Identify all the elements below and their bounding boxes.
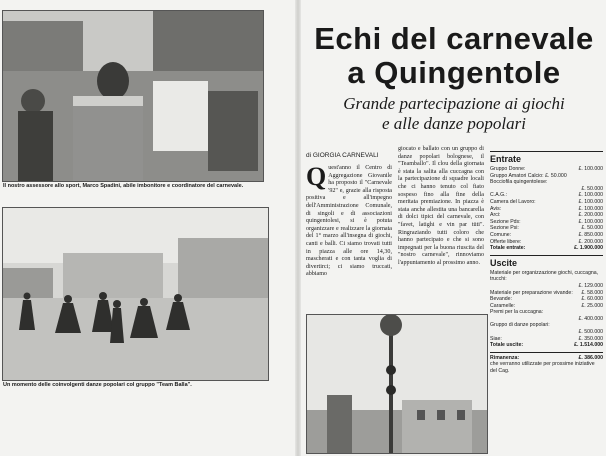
subhead-line-2: e alle danze popolari bbox=[381, 114, 526, 133]
photo-cuccagna bbox=[306, 314, 488, 454]
article-column-1-text: uest'anno il Centro di Aggregazione Giovanile ha proposto il "Carnevale '92" e, grazie alla risposta positiva e all'impegno dell'Amministrazione Comunale, di singoli e di associazioni quingentolesi, si è potuta organizzare e realizzare la giornata del 1° marzo all'insegna di giochi, canti e balli. Ci siamo trovati tutti in piazza alle ore 14,30, mascherati e con tanta voglia di divertirci; ci siamo truccati, abbiamo bbox=[306, 165, 392, 278]
uscite-row: Siae: £. 350.000 bbox=[490, 335, 603, 342]
page-fold bbox=[295, 0, 301, 456]
entrate-row: Camera del Lavoro: £. 100.000 bbox=[490, 198, 603, 205]
rimanenza-note: che verranno utilizzate per prossime iniziative del Cag. bbox=[490, 361, 595, 375]
entrate-row: Offerte libere: £. 200.000 bbox=[490, 238, 603, 245]
uscite-row: Materiale per organizzazione giochi, cuccagna, trucchi: bbox=[490, 269, 599, 283]
uscite-row: £. 129.000 bbox=[578, 282, 603, 289]
top-rule bbox=[490, 151, 603, 152]
article-column-1 bbox=[306, 162, 392, 279]
bottom-rule bbox=[490, 352, 603, 353]
entrate-row: Avis: £. 100.000 bbox=[490, 205, 603, 212]
entrate-row: Bocciofila quingentolese: bbox=[490, 179, 548, 186]
headline-line-2: a Quingentole bbox=[347, 55, 561, 90]
byline: di GIORGIA CARNEVALI bbox=[306, 152, 379, 159]
entrate-row: C.A.G.: £. 100.000 bbox=[490, 192, 603, 199]
article-column-2-text: giocato e ballato con un gruppo di danze popolari bolognese, il "Teamballo". Il clou della giornata è stata la salita alla cuccagna con la partecipazione di squadre locali che ci hanno tenuto col fiato sospeso fino alla fine della meritata premiazione. In piazza è stata anche allestita una bancarella di dolci tipici del carnevale, con "favet, latighi e vin par tüti". Ringraziando tutti coloro che hanno partecipato e che si sono impegnati per la buona riuscita del "nostro carnevale", rinnoviamo l'appuntamento al prossimo anno. bbox=[398, 146, 484, 266]
entrate-row: Sezione Pds: £. 100.000 bbox=[490, 218, 603, 225]
uscite-row: £. 400.000 bbox=[578, 315, 603, 322]
mid-rule bbox=[490, 255, 603, 256]
entrate-list bbox=[490, 166, 603, 252]
entrate-row: Gruppo Donne: £. 100.000 bbox=[490, 166, 603, 172]
budget-box bbox=[490, 150, 603, 375]
entrate-row: Comune: £. 850.000 bbox=[490, 231, 603, 238]
entrate-row: Arci: £. 200.000 bbox=[490, 212, 603, 219]
uscite-row: £. 500.000 bbox=[578, 329, 603, 336]
entrate-row: Gruppo Amatori Calcio: £. 50.000 bbox=[490, 172, 567, 179]
uscite-row: Premi per la cuccagna: bbox=[490, 309, 544, 316]
rimanenza-row: Rimanenza: £. 386.000 bbox=[490, 354, 603, 361]
photo-folk-dance bbox=[2, 207, 269, 381]
entrate-title: Entrate bbox=[490, 154, 522, 164]
subhead-line-1: Grande partecipazione ai giochi bbox=[343, 94, 565, 113]
photo2-caption: Un momento delle coinvolgenti danze popolari col gruppo "Team Balla". bbox=[3, 382, 192, 388]
dropcap: Q bbox=[306, 162, 327, 191]
photo-carnival-stall bbox=[2, 10, 264, 182]
entrate-total: Totale entrate: £. 1.900.000 bbox=[490, 245, 603, 252]
entrate-row: Sezione Psi: £. 50.000 bbox=[490, 225, 603, 232]
uscite-row: Gruppo di danze popolari: bbox=[490, 322, 550, 329]
headline-line-1: Echi del carnevale bbox=[314, 21, 594, 56]
photo1-caption: Il nostro assessore allo sport, Marco Spadini, abile imbonitore e coordinatore del carnevale. bbox=[3, 183, 244, 189]
uscite-row: Caramelle: £. 25.000 bbox=[490, 302, 603, 309]
uscite-row: Materiale per preparazione vivande: £. 58.000 bbox=[490, 289, 603, 296]
entrate-row: £. 50.000 bbox=[581, 185, 603, 192]
article-column-2 bbox=[398, 146, 484, 268]
uscite-total: Totale uscite: £. 1.514.000 bbox=[490, 342, 603, 349]
uscite-row: Bevande: £. 60.000 bbox=[490, 296, 603, 303]
uscite-title: Uscite bbox=[490, 257, 518, 268]
uscite-list bbox=[490, 270, 603, 349]
